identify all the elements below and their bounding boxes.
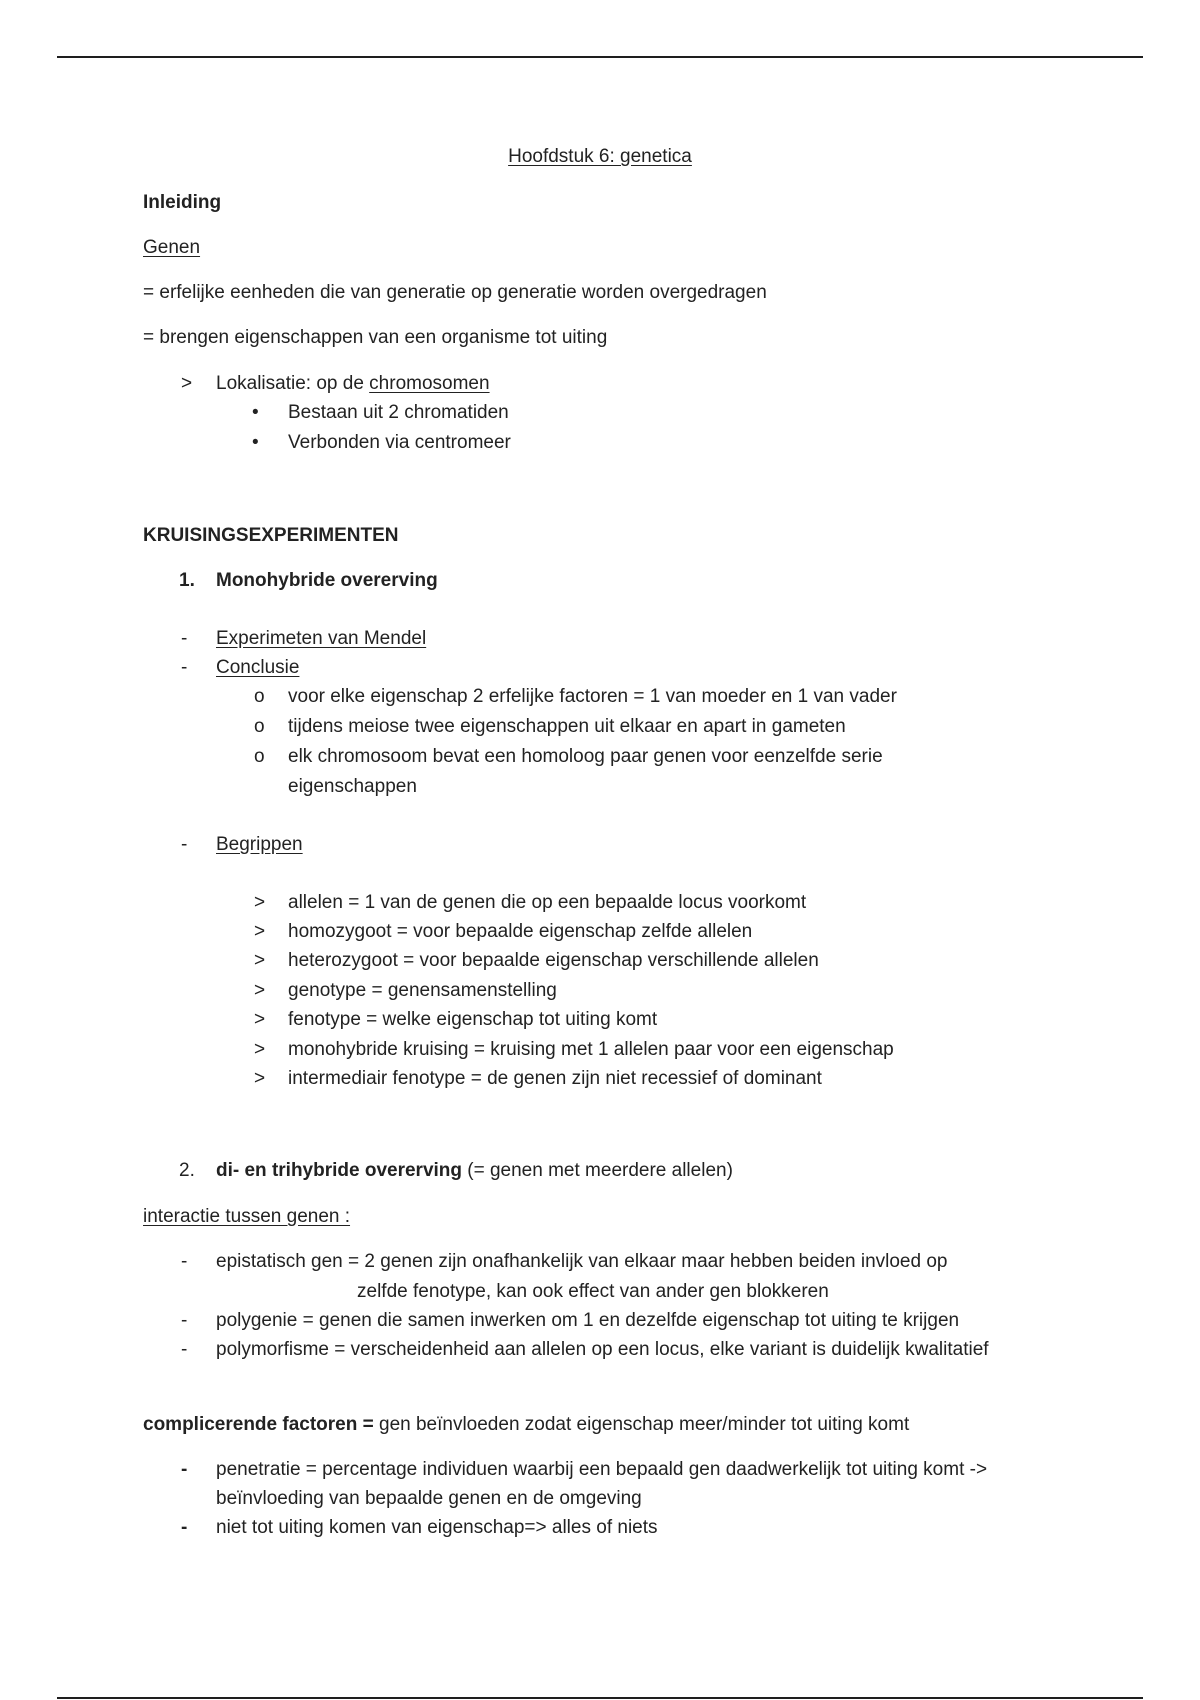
arrow-marker: > <box>181 373 193 394</box>
dash-marker: - <box>181 1339 188 1360</box>
chromosome-point-1: Bestaan uit 2 chromatiden <box>288 402 509 423</box>
complicating-definition: gen beïnvloeden zodat eigenschap meer/minder tot uiting komt <box>373 1414 910 1435</box>
begrip-item: fenotype = welke eigenschap tot uiting komt <box>288 1009 658 1030</box>
genen-label: Genen <box>143 237 201 258</box>
arrow-marker: > <box>254 980 266 1001</box>
localisation-item <box>216 372 490 396</box>
section-2-title-note: (= genen met meerdere allelen) <box>462 1160 733 1181</box>
experiment-label: Experimeten van Mendel <box>216 628 427 649</box>
bullet-marker: • <box>252 402 259 423</box>
complicating-item-continued: beïnvloeding van bepaalde genen en de omgeving <box>216 1488 642 1509</box>
kruising-heading: KRUISINGSEXPERIMENTEN <box>143 525 399 546</box>
circle-marker: o <box>254 686 265 707</box>
dash-marker: - <box>181 628 188 649</box>
dash-marker: - <box>181 1459 188 1480</box>
conclusion-item: voor elke eigenschap 2 erfelijke factoren = 1 van moeder en 1 van vader <box>288 686 897 707</box>
chromosome-point-2: Verbonden via centromeer <box>288 432 511 453</box>
begrip-item: monohybride kruising = kruising met 1 allelen paar voor een eigenschap <box>288 1039 894 1060</box>
dash-marker: - <box>181 834 188 855</box>
begrip-item: genotype = genensamenstelling <box>288 980 557 1001</box>
section-number: 1. <box>179 570 195 591</box>
interaction-item: polygenie = genen die samen inwerken om 1 en dezelfde eigenschap tot uiting te krijgen <box>216 1310 960 1331</box>
begrip-item: heterozygoot = voor bepaalde eigenschap verschillende allelen <box>288 950 819 971</box>
conclusion-label: Conclusie <box>216 657 300 678</box>
section-1-title: Monohybride overerving <box>216 570 438 591</box>
page-title: Hoofdstuk 6: genetica <box>508 146 692 167</box>
bottom-rule <box>57 1697 1143 1699</box>
conclusion-item-continued: eigenschappen <box>288 776 417 797</box>
begrip-item: allelen = 1 van de genen die op een bepaalde locus voorkomt <box>288 892 807 913</box>
localisation-prefix: Lokalisatie: op de <box>216 373 370 394</box>
genen-definition-1: = erfelijke eenheden die van generatie op generatie worden overgedragen <box>143 282 767 303</box>
dash-marker: - <box>181 1517 188 1538</box>
arrow-marker: > <box>254 921 266 942</box>
bullet-marker: • <box>252 432 259 453</box>
complicating-label: complicerende factoren = <box>143 1414 374 1435</box>
arrow-marker: > <box>254 1009 266 1030</box>
complicating-item: niet tot uiting komen van eigenschap=> alles of niets <box>216 1517 658 1538</box>
interaction-item: polymorfisme = verscheidenheid aan allelen op een locus, elke variant is duidelijk kwalitatief <box>216 1339 989 1360</box>
section-number: 2. <box>179 1160 195 1181</box>
begrip-item: homozygoot = voor bepaalde eigenschap zelfde allelen <box>288 921 753 942</box>
arrow-marker: > <box>254 1039 266 1060</box>
dash-marker: - <box>181 1251 188 1272</box>
arrow-marker: > <box>254 892 266 913</box>
dash-marker: - <box>181 657 188 678</box>
inleiding-heading: Inleiding <box>143 192 222 213</box>
complicating-factors <box>143 1413 909 1437</box>
interaction-item: epistatisch gen = 2 genen zijn onafhankelijk van elkaar maar hebben beiden invloed op <box>216 1251 948 1272</box>
circle-marker: o <box>254 746 265 767</box>
interaction-label: interactie tussen genen : <box>143 1206 351 1227</box>
conclusion-item: elk chromosoom bevat een homoloog paar genen voor eenzelfde serie <box>288 746 883 767</box>
complicating-item: penetratie = percentage individuen waarbij een bepaald gen daadwerkelijk tot uiting komt -> <box>216 1459 988 1480</box>
section-2-title <box>216 1159 733 1183</box>
interaction-item-continued: zelfde fenotype, kan ook effect van ander gen blokkeren <box>357 1281 829 1302</box>
conclusion-item: tijdens meiose twee eigenschappen uit elkaar en apart in gameten <box>288 716 846 737</box>
dash-marker: - <box>181 1310 188 1331</box>
arrow-marker: > <box>254 950 266 971</box>
section-2-title-bold: di- en trihybride overerving <box>216 1160 462 1181</box>
arrow-marker: > <box>254 1068 266 1089</box>
circle-marker: o <box>254 716 265 737</box>
chromosomen-term: chromosomen <box>369 373 490 394</box>
genen-definition-2: = brengen eigenschappen van een organisme tot uiting <box>143 327 608 348</box>
begrip-item: intermediair fenotype = de genen zijn niet recessief of dominant <box>288 1068 822 1089</box>
begrippen-label: Begrippen <box>216 834 303 855</box>
